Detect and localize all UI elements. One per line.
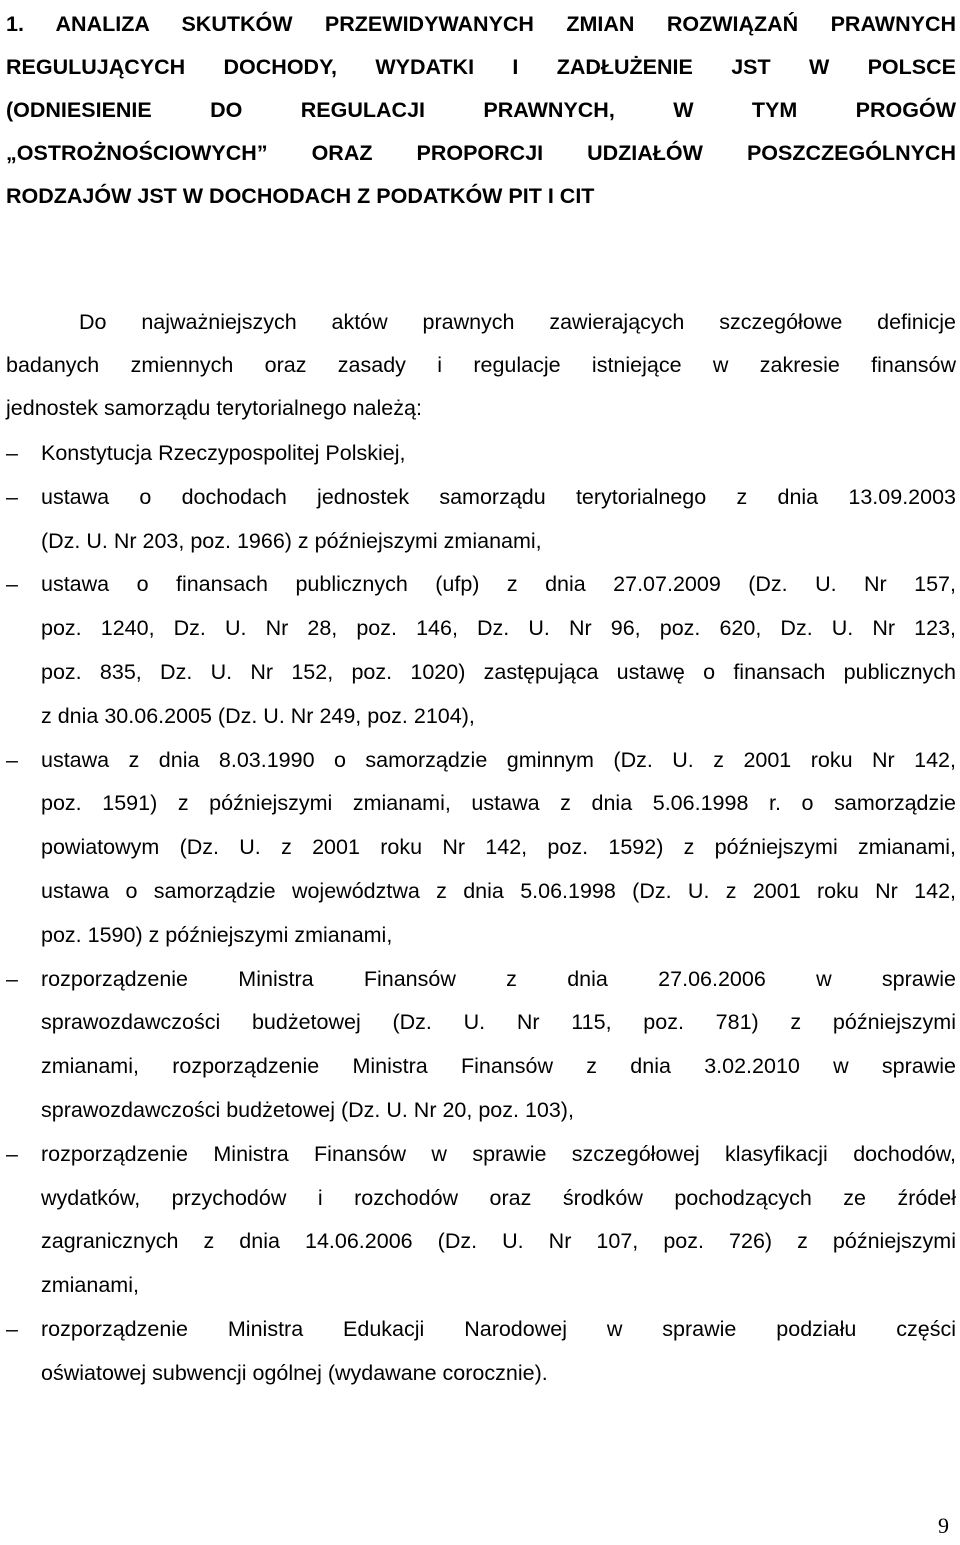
list-item-line: zmianami, rozporządzenie Ministra Finansów z dnia 3.02.2010 w sprawie (41, 1054, 956, 1079)
list-item-line: sprawozdawczości budżetowej (Dz. U. Nr 20, poz. 103), (41, 1097, 574, 1122)
intro-line: Do najważniejszych aktów prawnych zawierających szczegółowe definicje (79, 310, 956, 334)
list-item-line: wydatków, przychodów i rozchodów oraz środków pochodzących ze źródeł (41, 1185, 956, 1210)
legal-acts-list (0, 432, 960, 1396)
list-item-line: poz. 1590) z późniejszymi zmianami, (41, 922, 393, 947)
intro-line: badanych zmiennych oraz zasady i regulacje istniejące w zakresie finansów (6, 353, 956, 377)
list-item-line: ustawa o finansach publicznych (ufp) z dnia 27.07.2009 (Dz. U. Nr 157, (41, 572, 956, 597)
heading-line: 1. ANALIZA SKUTKÓW PRZEWIDYWANYCH ZMIAN ROZWIĄZAŃ PRAWNYCH (6, 12, 956, 36)
list-item-line: poz. 835, Dz. U. Nr 152, poz. 1020) zastępująca ustawę o finansach publicznych (41, 659, 956, 684)
list-item (0, 1308, 960, 1396)
dash-bullet: – (6, 572, 18, 597)
list-item-line: rozporządzenie Ministra Finansów z dnia 27.06.2006 w sprawie (41, 966, 956, 991)
list-item (0, 739, 960, 958)
list-item-line: (Dz. U. Nr 203, poz. 1966) z późniejszymi zmianami, (41, 528, 542, 553)
intro-paragraph (6, 301, 956, 430)
list-item-line: poz. 1240, Dz. U. Nr 28, poz. 146, Dz. U. Nr 96, poz. 620, Dz. U. Nr 123, (41, 616, 956, 641)
list-item-line: poz. 1591) z późniejszymi zmianami, ustawa z dnia 5.06.1998 r. o samorządzie (41, 791, 956, 816)
list-item-line: Konstytucja Rzeczypospolitej Polskiej, (41, 441, 406, 465)
dash-bullet: – (6, 966, 18, 991)
heading-line: (ODNIESIENIE DO REGULACJI PRAWNYCH, W TYM PROGÓW (6, 98, 956, 122)
heading-line: REGULUJĄCYCH DOCHODY, WYDATKI I ZADŁUŻENIE JST W POLSCE (6, 55, 956, 79)
list-item-line: rozporządzenie Ministra Edukacji Narodowej w sprawie podziału części (41, 1316, 956, 1341)
dash-bullet: – (6, 1141, 18, 1166)
list-item-line: zagranicznych z dnia 14.06.2006 (Dz. U. Nr 107, poz. 726) z późniejszymi (41, 1229, 956, 1254)
list-item-line: z dnia 30.06.2005 (Dz. U. Nr 249, poz. 2104), (41, 703, 475, 728)
list-item-line: sprawozdawczości budżetowej (Dz. U. Nr 115, poz. 781) z późniejszymi (41, 1010, 956, 1035)
list-item (0, 432, 960, 476)
dash-bullet: – (6, 1316, 18, 1341)
list-item-line: ustawa o samorządzie województwa z dnia 5.06.1998 (Dz. U. z 2001 roku Nr 142, (41, 878, 956, 903)
list-item (0, 476, 960, 564)
heading-line: RODZAJÓW JST W DOCHODACH Z PODATKÓW PIT I CIT (6, 184, 595, 208)
list-item-line: ustawa o dochodach jednostek samorządu terytorialnego z dnia 13.09.2003 (41, 484, 956, 509)
heading-line: „OSTROŻNOŚCIOWYCH” ORAZ PROPORCJI UDZIAŁÓW POSZCZEGÓLNYCH (6, 141, 956, 165)
list-item (0, 563, 960, 738)
dash-bullet: – (6, 441, 18, 465)
dash-bullet: – (6, 747, 18, 772)
page-number: 9 (938, 1513, 949, 1538)
dash-bullet: – (6, 484, 18, 509)
list-item-line: oświatowej subwencji ogólnej (wydawane corocznie). (41, 1360, 548, 1385)
list-item-line: rozporządzenie Ministra Finansów w sprawie szczegółowej klasyfikacji dochodów, (41, 1141, 956, 1166)
list-item (0, 1133, 960, 1308)
intro-line: jednostek samorządu terytorialnego należą: (6, 396, 422, 420)
list-item (0, 958, 960, 1133)
list-item-line: zmianami, (41, 1273, 139, 1298)
list-item-line: powiatowym (Dz. U. z 2001 roku Nr 142, poz. 1592) z późniejszymi zmianami, (41, 835, 956, 860)
list-item-line: ustawa z dnia 8.03.1990 o samorządzie gminnym (Dz. U. z 2001 roku Nr 142, (41, 747, 956, 772)
section-heading (6, 3, 956, 218)
